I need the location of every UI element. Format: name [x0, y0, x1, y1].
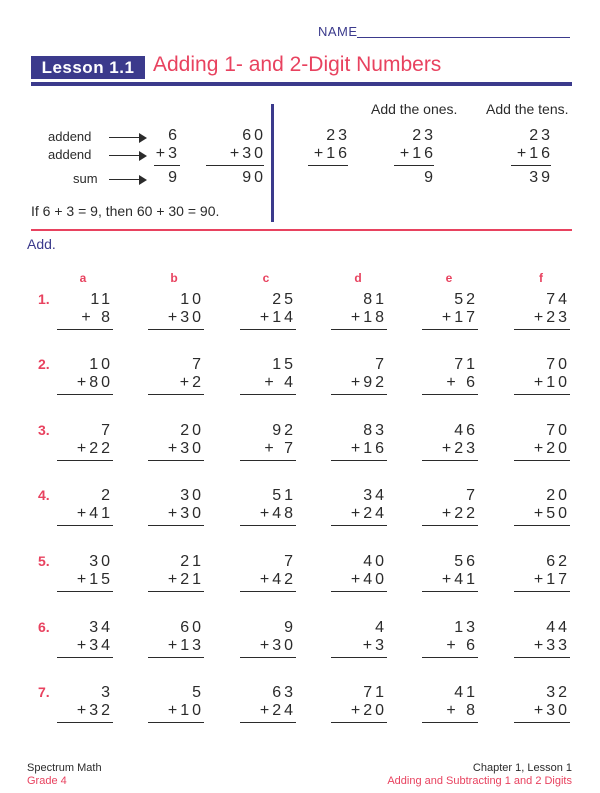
lesson-badge: Lesson 1.1 [31, 56, 145, 79]
column-letter-b: b [170, 271, 178, 285]
answer-line[interactable] [422, 460, 478, 461]
answer-line[interactable] [422, 394, 478, 395]
problem-top-number: 46 [454, 422, 478, 439]
addition-problem [53, 422, 113, 461]
addition-problem [53, 619, 113, 658]
footer-book-title: Spectrum Math [27, 762, 102, 774]
footer-chapter-title: Adding and Subtracting 1 and 2 Digits [387, 775, 572, 787]
step3-top: 23 [529, 127, 553, 144]
addition-problem [327, 553, 387, 592]
row-number: 7. [38, 684, 50, 700]
problem-bottom-number: +32 [76, 702, 113, 719]
problem-bottom-number: +40 [350, 571, 387, 588]
arrow-right-icon [109, 151, 147, 161]
sum-label: sum [73, 171, 98, 186]
addition-problem [144, 619, 204, 658]
answer-line[interactable] [331, 460, 387, 461]
problem-bottom-number: + 8 [81, 309, 113, 326]
problem-bottom-number: + 7 [264, 440, 296, 457]
answer-line[interactable] [514, 722, 570, 723]
problem-top-number: 70 [546, 422, 570, 439]
problem-bottom-number: +30 [259, 637, 296, 654]
addition-problem [144, 684, 204, 723]
column-letter-d: d [354, 271, 362, 285]
problem-bottom-number: +48 [259, 505, 296, 522]
answer-line[interactable] [331, 591, 387, 592]
problem-top-number: 40 [363, 553, 387, 570]
addend-label-1: addend [48, 129, 92, 144]
problem-bottom-number: +17 [533, 571, 570, 588]
addition-problem [144, 422, 204, 461]
answer-line[interactable] [514, 460, 570, 461]
problem-bottom-number: +17 [441, 309, 478, 326]
addition-problem [144, 356, 204, 395]
problem-top-number: 3 [101, 684, 113, 701]
problem-top-number: 7 [466, 487, 478, 504]
addition-problem [53, 356, 113, 395]
problem-bottom-number: +10 [533, 374, 570, 391]
problem-bottom-number: +13 [167, 637, 204, 654]
addition-problem [418, 422, 478, 461]
problem-top-number: 63 [272, 684, 296, 701]
ones-bottom: +3 [155, 145, 180, 162]
answer-line[interactable] [331, 657, 387, 658]
answer-line[interactable] [240, 329, 296, 330]
addition-problem [510, 553, 570, 592]
problem-top-number: 62 [546, 553, 570, 570]
step3-bottom: +16 [516, 145, 553, 162]
addition-problem [327, 487, 387, 526]
answer-line[interactable] [331, 394, 387, 395]
problem-bottom-number: +3 [362, 637, 387, 654]
problem-top-number: 4 [375, 619, 387, 636]
addition-problem [510, 291, 570, 330]
problem-bottom-number: +30 [167, 505, 204, 522]
problem-bottom-number: +34 [76, 637, 113, 654]
problem-bottom-number: +20 [350, 702, 387, 719]
addition-problem [418, 553, 478, 592]
addition-problem [53, 553, 113, 592]
problem-top-number: 20 [546, 487, 570, 504]
problem-top-number: 52 [454, 291, 478, 308]
problem-top-number: 70 [546, 356, 570, 373]
problem-bottom-number: +16 [350, 440, 387, 457]
example-statement: If 6 + 3 = 9, then 60 + 30 = 90. [31, 203, 220, 219]
addend-label-2: addend [48, 147, 92, 162]
addition-problem [236, 487, 296, 526]
problem-bottom-number: +41 [76, 505, 113, 522]
problem-bottom-number: +24 [350, 505, 387, 522]
problem-bottom-number: +18 [350, 309, 387, 326]
addition-problem [144, 487, 204, 526]
row-number: 1. [38, 291, 50, 307]
answer-line[interactable] [148, 460, 204, 461]
problem-top-number: 21 [180, 553, 204, 570]
answer-line[interactable] [240, 394, 296, 395]
add-ones-heading: Add the ones. [371, 101, 458, 117]
answer-line[interactable] [57, 525, 113, 526]
addition-problem [144, 553, 204, 592]
addition-problem [327, 684, 387, 723]
problem-bottom-number: +80 [76, 374, 113, 391]
addition-problem [144, 291, 204, 330]
problem-bottom-number: +22 [441, 505, 478, 522]
step2-top: 23 [412, 127, 436, 144]
problem-bottom-number: +50 [533, 505, 570, 522]
answer-line[interactable] [240, 460, 296, 461]
step2-bottom: +16 [399, 145, 436, 162]
problem-bottom-number: +30 [533, 702, 570, 719]
addition-problem [327, 291, 387, 330]
problem-top-number: 10 [180, 291, 204, 308]
answer-line[interactable] [57, 591, 113, 592]
name-line [357, 37, 570, 38]
problem-bottom-number: +22 [76, 440, 113, 457]
arrow-right-icon [109, 133, 147, 143]
problem-bottom-number: +23 [441, 440, 478, 457]
problem-bottom-number: +23 [533, 309, 570, 326]
answer-line[interactable] [148, 657, 204, 658]
problem-bottom-number: + 6 [446, 637, 478, 654]
addition-problem [510, 487, 570, 526]
problem-top-number: 10 [89, 356, 113, 373]
answer-line[interactable] [148, 722, 204, 723]
step2-sum-line [394, 165, 434, 166]
answer-line[interactable] [331, 525, 387, 526]
addition-problem [236, 684, 296, 723]
answer-line[interactable] [240, 722, 296, 723]
problem-top-number: 41 [454, 684, 478, 701]
problem-top-number: 7 [284, 553, 296, 570]
addition-problem [327, 422, 387, 461]
addition-problem [327, 356, 387, 395]
problem-top-number: 7 [375, 356, 387, 373]
answer-line[interactable] [331, 329, 387, 330]
lesson-title: Adding 1- and 2-Digit Numbers [153, 53, 442, 76]
tens-sum: 90 [242, 169, 266, 186]
addition-problem [418, 356, 478, 395]
problem-top-number: 13 [454, 619, 478, 636]
column-letter-c: c [262, 271, 270, 285]
addition-problem [327, 619, 387, 658]
column-letter-e: e [445, 271, 453, 285]
addition-problem [53, 684, 113, 723]
answer-line[interactable] [240, 657, 296, 658]
addition-problem [510, 619, 570, 658]
problem-bottom-number: +42 [259, 571, 296, 588]
addition-problem [418, 619, 478, 658]
name-label: NAME [318, 24, 358, 39]
problem-top-number: 20 [180, 422, 204, 439]
answer-line[interactable] [57, 722, 113, 723]
problem-bottom-number: +10 [167, 702, 204, 719]
addition-problem [236, 356, 296, 395]
answer-line[interactable] [148, 591, 204, 592]
problem-bottom-number: +14 [259, 309, 296, 326]
step1-sum-line [308, 165, 348, 166]
problem-top-number: 34 [363, 487, 387, 504]
problem-bottom-number: +15 [76, 571, 113, 588]
add-tens-heading: Add the tens. [486, 101, 569, 117]
answer-line[interactable] [57, 329, 113, 330]
problem-top-number: 60 [180, 619, 204, 636]
row-number: 4. [38, 487, 50, 503]
problem-top-number: 51 [272, 487, 296, 504]
problem-top-number: 83 [363, 422, 387, 439]
problem-top-number: 9 [284, 619, 296, 636]
problem-bottom-number: +24 [259, 702, 296, 719]
problem-top-number: 71 [363, 684, 387, 701]
problem-top-number: 2 [101, 487, 113, 504]
example-divider [271, 104, 274, 222]
addition-problem [510, 422, 570, 461]
problem-top-number: 7 [192, 356, 204, 373]
problem-top-number: 92 [272, 422, 296, 439]
tens-bottom: +30 [229, 145, 266, 162]
ones-sum-line [154, 165, 180, 166]
problem-bottom-number: +20 [533, 440, 570, 457]
column-letter-a: a [79, 271, 87, 285]
addition-problem [53, 487, 113, 526]
row-number: 6. [38, 619, 50, 635]
answer-line[interactable] [240, 525, 296, 526]
addition-problem [418, 291, 478, 330]
problem-bottom-number: + 8 [446, 702, 478, 719]
problem-bottom-number: + 4 [264, 374, 296, 391]
problem-top-number: 5 [192, 684, 204, 701]
addition-problem [236, 619, 296, 658]
footer-chapter: Chapter 1, Lesson 1 [472, 762, 572, 774]
answer-line[interactable] [240, 591, 296, 592]
tens-top: 60 [242, 127, 266, 144]
addition-problem [236, 422, 296, 461]
problem-top-number: 7 [101, 422, 113, 439]
step1-top: 23 [326, 127, 350, 144]
answer-line[interactable] [514, 591, 570, 592]
row-number: 2. [38, 356, 50, 372]
answer-line[interactable] [422, 657, 478, 658]
problem-bottom-number: +33 [533, 637, 570, 654]
answer-line[interactable] [514, 525, 570, 526]
problem-bottom-number: +30 [167, 309, 204, 326]
problem-top-number: 34 [89, 619, 113, 636]
problem-top-number: 30 [89, 553, 113, 570]
answer-line[interactable] [422, 722, 478, 723]
answer-line[interactable] [148, 525, 204, 526]
addition-problem [236, 553, 296, 592]
row-number: 3. [38, 422, 50, 438]
problem-top-number: 30 [180, 487, 204, 504]
answer-line[interactable] [148, 329, 204, 330]
addition-problem [53, 291, 113, 330]
problem-top-number: 56 [454, 553, 478, 570]
column-letter-f: f [539, 271, 543, 285]
answer-line[interactable] [148, 394, 204, 395]
answer-line[interactable] [514, 394, 570, 395]
answer-line[interactable] [514, 657, 570, 658]
tens-sum-line [206, 165, 264, 166]
step2-sum: 9 [424, 169, 436, 186]
problem-top-number: 32 [546, 684, 570, 701]
answer-line[interactable] [331, 722, 387, 723]
addition-problem [510, 356, 570, 395]
answer-line[interactable] [57, 657, 113, 658]
footer-grade: Grade 4 [27, 775, 67, 787]
practice-instruction: Add. [27, 236, 56, 252]
problem-bottom-number: +41 [441, 571, 478, 588]
step3-sum: 39 [529, 169, 553, 186]
problem-top-number: 15 [272, 356, 296, 373]
addition-problem [510, 684, 570, 723]
ones-sum: 9 [168, 169, 180, 186]
answer-line[interactable] [422, 591, 478, 592]
problem-top-number: 44 [546, 619, 570, 636]
problem-top-number: 71 [454, 356, 478, 373]
problem-bottom-number: +2 [179, 374, 204, 391]
addition-problem [418, 487, 478, 526]
addition-problem [418, 684, 478, 723]
ones-top: 6 [168, 127, 180, 144]
problem-top-number: 81 [363, 291, 387, 308]
step3-sum-line [511, 165, 551, 166]
problem-top-number: 25 [272, 291, 296, 308]
problem-bottom-number: +92 [350, 374, 387, 391]
answer-line[interactable] [57, 460, 113, 461]
row-number: 5. [38, 553, 50, 569]
answer-line[interactable] [57, 394, 113, 395]
answer-line[interactable] [422, 525, 478, 526]
section-rule [31, 229, 572, 231]
problem-bottom-number: +21 [167, 571, 204, 588]
header-rule [31, 82, 572, 86]
problem-top-number: 74 [546, 291, 570, 308]
addition-problem [236, 291, 296, 330]
problem-bottom-number: +30 [167, 440, 204, 457]
arrow-right-icon [109, 175, 147, 185]
answer-line[interactable] [514, 329, 570, 330]
problem-top-number: 11 [90, 291, 113, 308]
answer-line[interactable] [422, 329, 478, 330]
problem-bottom-number: + 6 [446, 374, 478, 391]
step1-bottom: +16 [313, 145, 350, 162]
